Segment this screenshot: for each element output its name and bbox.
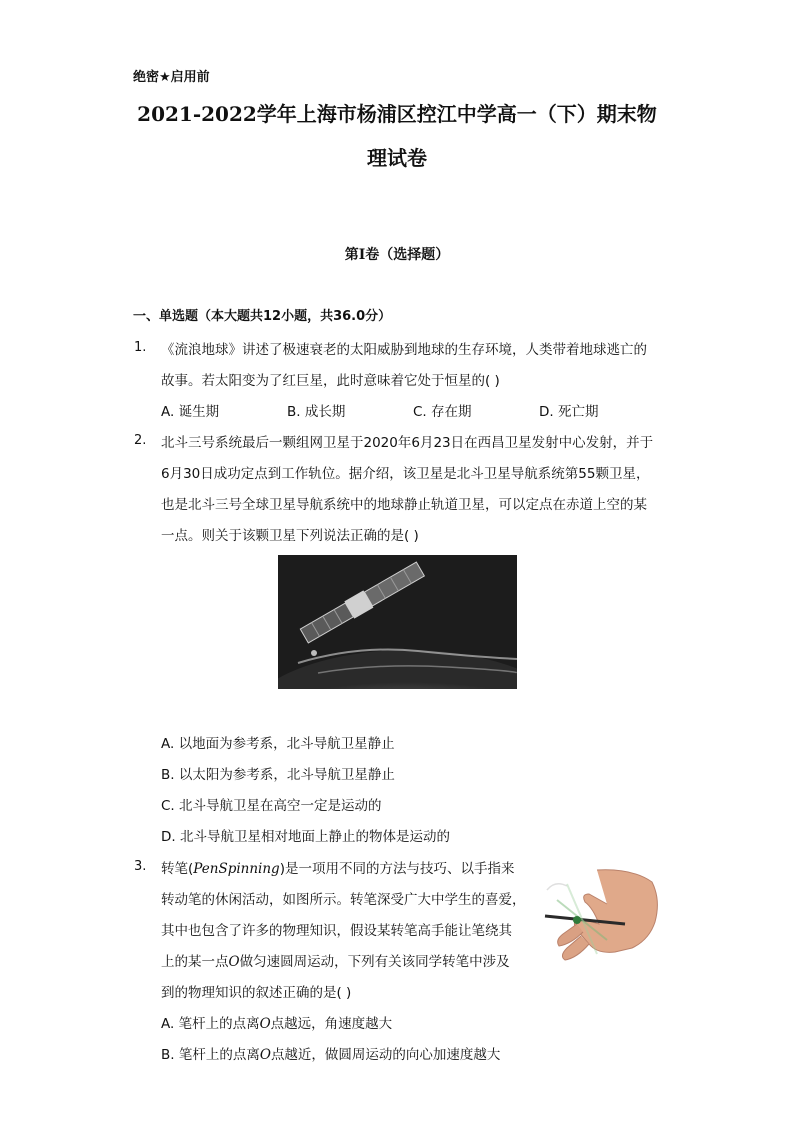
question-number: 2. — [134, 433, 147, 448]
question-text-line: 故事。若太阳变为了红巨星，此时意味着它处于恒星的( ) — [161, 373, 500, 389]
option-d: D. 北斗导航卫星相对地面上静止的物体是运动的 — [161, 829, 450, 845]
option-b: B. 成长期 — [287, 404, 346, 420]
option-c: C. 北斗导航卫星在高空一定是运动的 — [161, 798, 382, 814]
question-text-line: 北斗三号系统最后一颗组网卫星于2020年6月23日在西昌卫星发射中心发射，并于 — [161, 435, 654, 451]
option-a: A. 以地面为参考系，北斗导航卫星静止 — [161, 736, 395, 752]
question-number: 1. — [134, 340, 147, 355]
option-a: A. 笔杆上的点离O点越远，角速度越大 — [161, 1016, 393, 1032]
option-c: C. 存在期 — [413, 404, 472, 420]
pen-spinning-hand-image — [537, 860, 662, 965]
question-text-line: 上的某一点O做匀速圆周运动，下列有关该同学转笔中涉及 — [161, 954, 510, 970]
question-text-line: 6月30日成功定点到工作轨位。据介绍，该卫星是北斗卫星导航系统第55颗卫星， — [161, 466, 650, 482]
exam-title-line-1: 2021-2022学年上海市杨浦区控江中学高一（下）期末物 — [137, 102, 657, 126]
exam-title-line-2: 理试卷 — [367, 146, 427, 170]
section-heading: 一、单选题（本大题共12小题，共36.0分） — [133, 309, 392, 324]
question-text-line: 《流浪地球》讲述了极速衰老的太阳威胁到地球的生存环境，人类带着地球逃亡的 — [161, 342, 647, 358]
option-a: A. 诞生期 — [161, 404, 220, 420]
part-title: 第I卷（选择题） — [344, 247, 450, 263]
question-text-line: 也是北斗三号全球卫星导航系统中的地球静止轨道卫星，可以定点在赤道上空的某 — [161, 497, 647, 513]
satellite-photo — [278, 555, 517, 689]
question-text-line: 到的物理知识的叙述正确的是( ) — [161, 985, 352, 1001]
question-text-line: 其中也包含了许多的物理知识，假设某转笔高手能让笔绕其 — [161, 923, 512, 939]
question-text-line: 转动笔的休闲活动，如图所示。转笔深受广大中学生的喜爱， — [161, 892, 526, 908]
question-text-line: 一点。则关于该颗卫星下列说法正确的是( ) — [161, 528, 419, 544]
option-b: B. 笔杆上的点离O点越近，做圆周运动的向心加速度越大 — [161, 1047, 501, 1063]
question-text-line: 转笔(PenSpinning)是一项用不同的方法与技巧、以手指来 — [161, 861, 515, 877]
option-b: B. 以太阳为参考系，北斗导航卫星静止 — [161, 767, 395, 783]
confidential-label: 绝密★启用前 — [133, 70, 210, 85]
question-number: 3. — [134, 859, 147, 874]
option-d: D. 死亡期 — [539, 404, 599, 420]
